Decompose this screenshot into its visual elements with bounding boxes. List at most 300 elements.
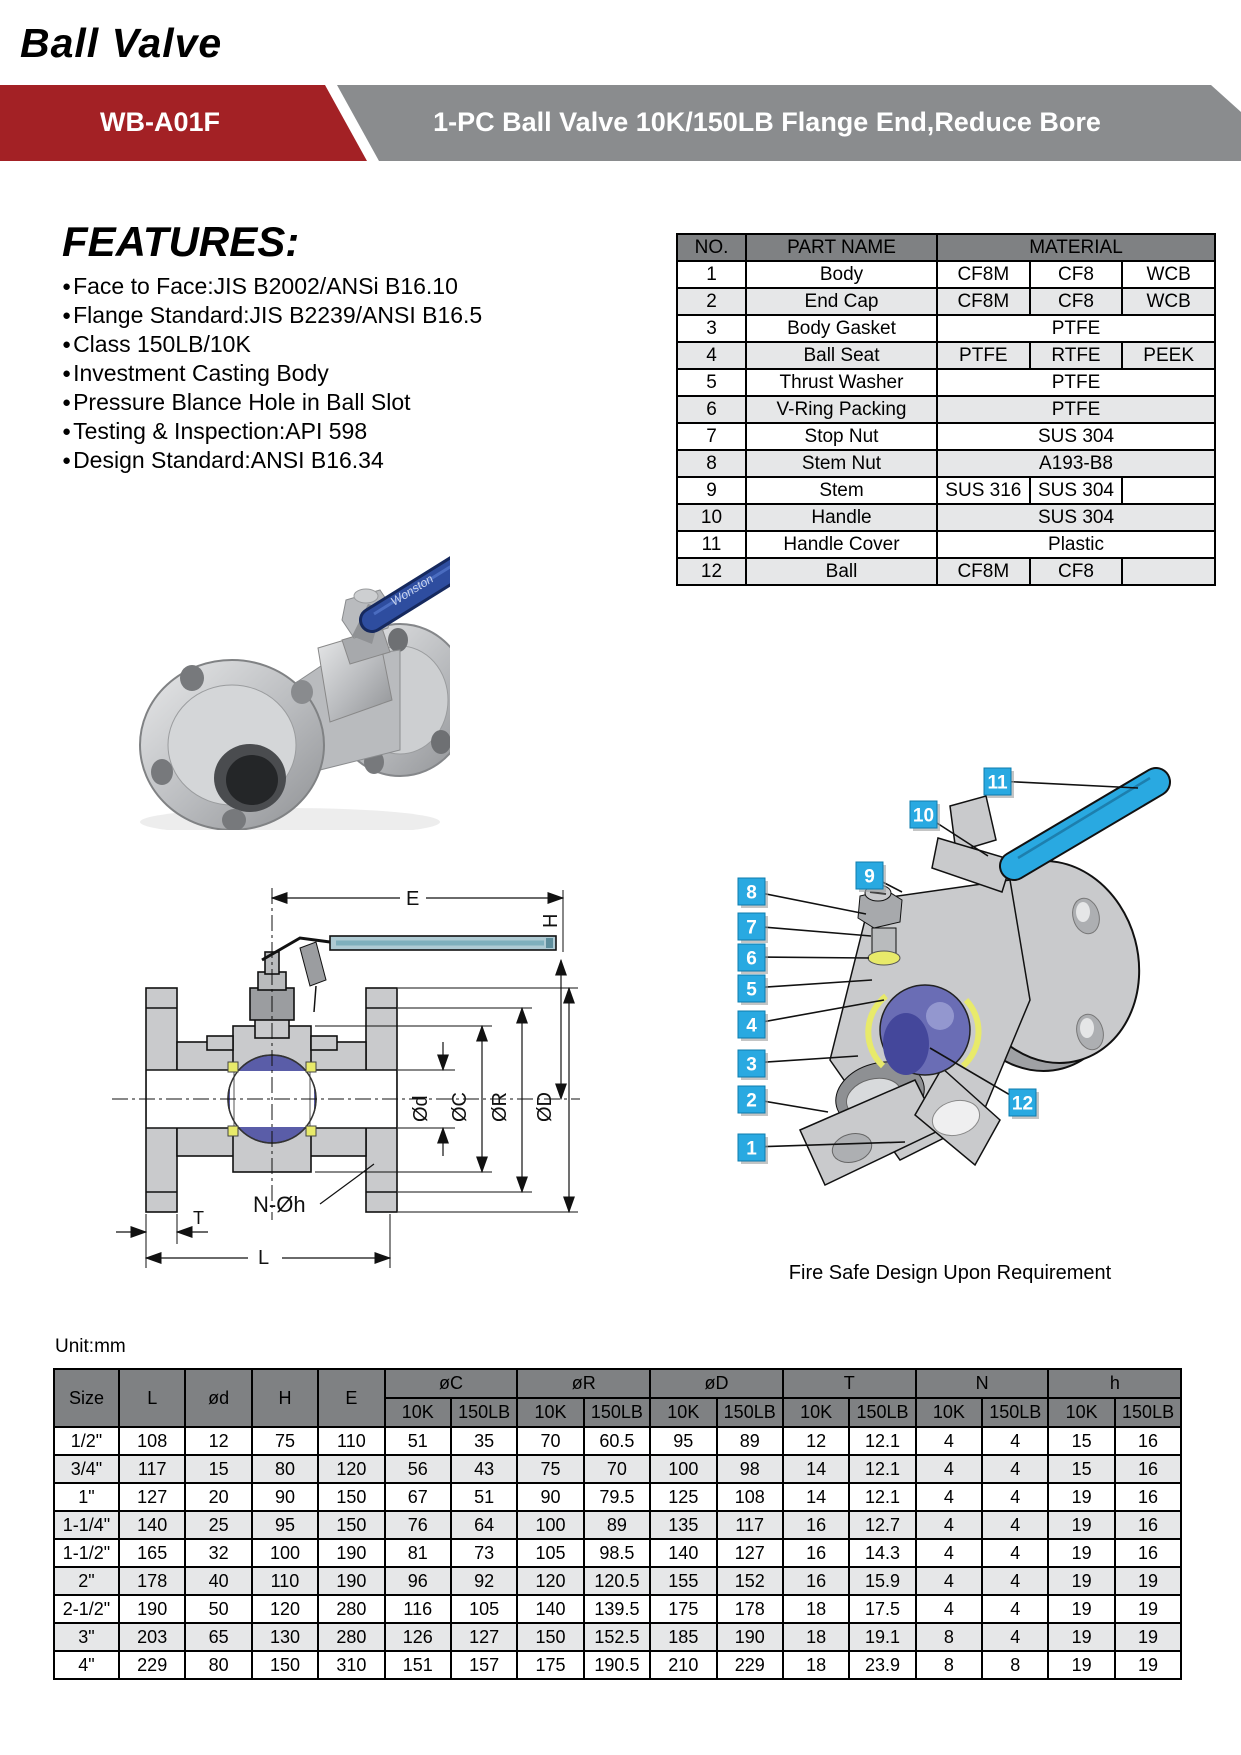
dim-col-header: H xyxy=(252,1369,318,1427)
dim-cell: 81 xyxy=(385,1539,451,1567)
dim-cell: 150 xyxy=(252,1651,318,1679)
dim-label-c: ØC xyxy=(449,1092,471,1122)
dim-cell: 1-1/2" xyxy=(54,1539,119,1567)
features-heading: FEATURES: xyxy=(62,218,300,265)
dim-cell: 151 xyxy=(385,1651,451,1679)
dim-cell: 18 xyxy=(783,1651,849,1679)
parts-cell: 1 xyxy=(677,261,746,288)
dim-cell: 19 xyxy=(1115,1595,1181,1623)
dim-cell: 95 xyxy=(650,1427,716,1455)
dim-cell: 18 xyxy=(783,1623,849,1651)
parts-cell: Ball Seat xyxy=(746,342,937,369)
dim-cell: 229 xyxy=(717,1651,783,1679)
parts-table xyxy=(676,233,1216,586)
dim-sub-header: 150LB xyxy=(584,1398,650,1427)
unit-label: Unit:mm xyxy=(55,1336,126,1357)
parts-cell: Handle Cover xyxy=(746,531,937,558)
bullet-icon: ● xyxy=(62,452,72,469)
dim-cell: 2" xyxy=(54,1567,119,1595)
model-badge: WB-A01F xyxy=(100,107,220,137)
dim-cell: 185 xyxy=(650,1623,716,1651)
dim-cell: 12 xyxy=(783,1427,849,1455)
product-photo xyxy=(110,530,450,830)
feature-item: ●Class 150LB/10K xyxy=(62,331,251,357)
parts-cell: 2 xyxy=(677,288,746,315)
dim-cell: 140 xyxy=(517,1595,583,1623)
dim-group-header: N xyxy=(916,1369,1049,1398)
dim-cell: 19.1 xyxy=(849,1623,915,1651)
dim-cell: 4" xyxy=(54,1651,119,1679)
parts-cell: WCB xyxy=(1122,261,1215,288)
dim-cell: 4 xyxy=(982,1595,1048,1623)
dim-cell: 4 xyxy=(982,1427,1048,1455)
dim-cell: 120 xyxy=(318,1455,384,1483)
dim-cell: 150 xyxy=(318,1483,384,1511)
parts-cell: Handle xyxy=(746,504,937,531)
dim-cell: 40 xyxy=(185,1567,251,1595)
dim-group-header: h xyxy=(1048,1369,1181,1398)
dim-cell: 4 xyxy=(916,1511,982,1539)
dim-cell: 127 xyxy=(119,1483,185,1511)
parts-cell: PTFE xyxy=(937,342,1030,369)
dim-cell: 4 xyxy=(916,1595,982,1623)
callout-number: 9 xyxy=(864,866,875,888)
dim-cell: 8 xyxy=(916,1651,982,1679)
dim-table-row xyxy=(54,1427,1181,1455)
dim-cell: 4 xyxy=(916,1455,982,1483)
handle-brand-label: Wonston xyxy=(388,571,436,609)
dim-table-row xyxy=(54,1539,1181,1567)
parts-table-row xyxy=(677,477,1215,504)
parts-cell: A193-B8 xyxy=(937,450,1215,477)
dim-cell: 178 xyxy=(119,1567,185,1595)
dim-cell: 116 xyxy=(385,1595,451,1623)
dim-cell: 100 xyxy=(650,1455,716,1483)
parts-cell: CF8 xyxy=(1030,261,1123,288)
dim-cell: 178 xyxy=(717,1595,783,1623)
dim-cell: 120 xyxy=(252,1595,318,1623)
dim-table-row xyxy=(54,1455,1181,1483)
dim-cell: 51 xyxy=(451,1483,517,1511)
dim-cell: 190 xyxy=(318,1539,384,1567)
dim-cell: 127 xyxy=(717,1539,783,1567)
parts-cell: CF8 xyxy=(1030,288,1123,315)
parts-cell: SUS 304 xyxy=(1030,477,1123,504)
dim-cell: 110 xyxy=(318,1427,384,1455)
dim-cell: 190.5 xyxy=(584,1651,650,1679)
dim-cell: 4 xyxy=(982,1539,1048,1567)
parts-col-material: MATERIAL xyxy=(937,234,1215,261)
parts-cell xyxy=(1122,558,1215,585)
dim-cell: 203 xyxy=(119,1623,185,1651)
dim-cell: 155 xyxy=(650,1567,716,1595)
dim-label-h: H xyxy=(540,913,562,928)
dim-cell: 15 xyxy=(1048,1427,1114,1455)
dim-cell: 19 xyxy=(1048,1651,1114,1679)
dim-cell: 108 xyxy=(717,1483,783,1511)
dim-cell: 19 xyxy=(1048,1595,1114,1623)
dim-cell: 98.5 xyxy=(584,1539,650,1567)
parts-table-row xyxy=(677,342,1215,369)
dim-cell: 80 xyxy=(185,1651,251,1679)
dim-cell: 32 xyxy=(185,1539,251,1567)
parts-cell: 6 xyxy=(677,396,746,423)
dim-cell: 98 xyxy=(717,1455,783,1483)
parts-cell: 7 xyxy=(677,423,746,450)
dim-cell: 120 xyxy=(517,1567,583,1595)
dim-cell: 8 xyxy=(916,1623,982,1651)
parts-cell: CF8M xyxy=(937,558,1030,585)
parts-cell: Stem Nut xyxy=(746,450,937,477)
dim-cell: 14 xyxy=(783,1455,849,1483)
dim-cell: 126 xyxy=(385,1623,451,1651)
dim-cell: 4 xyxy=(982,1567,1048,1595)
callout-8 xyxy=(738,878,866,914)
dim-cell: 90 xyxy=(517,1483,583,1511)
dim-cell: 1-1/4" xyxy=(54,1511,119,1539)
dim-sub-header: 150LB xyxy=(849,1398,915,1427)
parts-table-row xyxy=(677,261,1215,288)
dim-cell: 92 xyxy=(451,1567,517,1595)
dim-label-dd: ØD xyxy=(534,1092,556,1122)
dim-cell: 76 xyxy=(385,1511,451,1539)
dim-cell: 80 xyxy=(252,1455,318,1483)
dim-cell: 16 xyxy=(1115,1511,1181,1539)
parts-cell: 3 xyxy=(677,315,746,342)
dim-cell: 152 xyxy=(717,1567,783,1595)
dim-cell: 280 xyxy=(318,1595,384,1623)
parts-cell: V-Ring Packing xyxy=(746,396,937,423)
parts-cell: PEEK xyxy=(1122,342,1215,369)
dim-cell: 67 xyxy=(385,1483,451,1511)
callout-number: 12 xyxy=(1011,1093,1034,1115)
dim-cell: 18 xyxy=(783,1595,849,1623)
parts-cell: Thrust Washer xyxy=(746,369,937,396)
dim-cell: 16 xyxy=(1115,1427,1181,1455)
parts-table-row xyxy=(677,531,1215,558)
dim-cell: 175 xyxy=(517,1651,583,1679)
dim-group-header: øC xyxy=(385,1369,518,1398)
parts-cell: 4 xyxy=(677,342,746,369)
dim-cell: 4 xyxy=(916,1539,982,1567)
dim-sub-header: 150LB xyxy=(1115,1398,1181,1427)
dim-cell: 125 xyxy=(650,1483,716,1511)
dim-cell: 157 xyxy=(451,1651,517,1679)
callout-number: 1 xyxy=(746,1138,757,1160)
parts-cell: WCB xyxy=(1122,288,1215,315)
dim-cell: 3" xyxy=(54,1623,119,1651)
dimensions-table xyxy=(53,1368,1182,1680)
dim-cell: 15 xyxy=(185,1455,251,1483)
dim-col-header: Size xyxy=(54,1369,119,1427)
dim-cell: 23.9 xyxy=(849,1651,915,1679)
dim-cell: 16 xyxy=(783,1539,849,1567)
feature-item: ●Face to Face:JIS B2002/ANSi B16.10 xyxy=(62,273,458,299)
dim-label-l: L xyxy=(258,1247,270,1269)
dim-table-row xyxy=(54,1595,1181,1623)
section-handle xyxy=(262,936,556,1012)
dim-cell: 139.5 xyxy=(584,1595,650,1623)
dim-cell: 4 xyxy=(982,1623,1048,1651)
dim-cell: 64 xyxy=(451,1511,517,1539)
dim-cell: 1/2" xyxy=(54,1427,119,1455)
parts-col-name: PART NAME xyxy=(746,234,937,261)
dim-cell: 75 xyxy=(252,1427,318,1455)
dim-cell: 90 xyxy=(252,1483,318,1511)
callout-number: 7 xyxy=(746,917,757,939)
dim-cell: 89 xyxy=(584,1511,650,1539)
dim-cell: 4 xyxy=(916,1567,982,1595)
bullet-icon: ● xyxy=(62,394,72,411)
dim-cell: 19 xyxy=(1048,1623,1114,1651)
dim-cell: 70 xyxy=(584,1455,650,1483)
dim-table-row xyxy=(54,1623,1181,1651)
parts-cell: PTFE xyxy=(937,396,1215,423)
parts-cell: 10 xyxy=(677,504,746,531)
parts-table-row xyxy=(677,315,1215,342)
dim-cell: 12.7 xyxy=(849,1511,915,1539)
dim-cell: 175 xyxy=(650,1595,716,1623)
dim-sub-header: 10K xyxy=(517,1398,583,1427)
feature-item: ●Investment Casting Body xyxy=(62,360,329,386)
dim-cell: 19 xyxy=(1115,1567,1181,1595)
dim-cell: 16 xyxy=(1115,1455,1181,1483)
parts-cell: SUS 316 xyxy=(937,477,1030,504)
feature-item: ●Flange Standard:JIS B2239/ANSI B16.5 xyxy=(62,302,483,328)
dim-cell: 105 xyxy=(517,1539,583,1567)
dim-cell: 310 xyxy=(318,1651,384,1679)
dim-cell: 16 xyxy=(1115,1539,1181,1567)
cutaway-bracket xyxy=(932,796,1012,892)
callout-number: 4 xyxy=(746,1015,757,1037)
dim-cell: 35 xyxy=(451,1427,517,1455)
dim-cell: 96 xyxy=(385,1567,451,1595)
dim-cell: 17.5 xyxy=(849,1595,915,1623)
callout-number: 3 xyxy=(746,1054,757,1076)
parts-table-row xyxy=(677,558,1215,585)
parts-cell: 5 xyxy=(677,369,746,396)
dim-cell: 280 xyxy=(318,1623,384,1651)
parts-cell: 8 xyxy=(677,450,746,477)
dim-table-row xyxy=(54,1511,1181,1539)
dim-group-header: øD xyxy=(650,1369,783,1398)
dim-cell: 56 xyxy=(385,1455,451,1483)
dim-cell: 16 xyxy=(783,1567,849,1595)
dim-sub-header: 10K xyxy=(783,1398,849,1427)
dim-cell: 4 xyxy=(982,1483,1048,1511)
photo-handle xyxy=(372,562,450,620)
parts-cell: PTFE xyxy=(937,315,1215,342)
dim-table-row xyxy=(54,1567,1181,1595)
parts-cell: RTFE xyxy=(1030,342,1123,369)
dim-cell: 14.3 xyxy=(849,1539,915,1567)
dim-col-header: ød xyxy=(185,1369,251,1427)
callout-number: 6 xyxy=(746,948,757,970)
parts-cell: End Cap xyxy=(746,288,937,315)
dim-cell: 51 xyxy=(385,1427,451,1455)
parts-cell: Stem xyxy=(746,477,937,504)
product-title: 1-PC Ball Valve 10K/150LB Flange End,Reduce Bore xyxy=(433,107,1101,137)
dim-group-header: øR xyxy=(517,1369,650,1398)
dim-cell: 117 xyxy=(717,1511,783,1539)
dim-col-header: L xyxy=(119,1369,185,1427)
dim-table-row xyxy=(54,1483,1181,1511)
dim-cell: 152.5 xyxy=(584,1623,650,1651)
feature-item: ●Pressure Blance Hole in Ball Slot xyxy=(62,389,411,415)
parts-cell: CF8M xyxy=(937,288,1030,315)
dim-cell: 108 xyxy=(119,1427,185,1455)
page-title: Ball Valve xyxy=(20,20,223,66)
dim-sub-header: 10K xyxy=(385,1398,451,1427)
callout-2 xyxy=(738,1086,828,1116)
callout-6 xyxy=(738,944,869,974)
dim-cell: 20 xyxy=(185,1483,251,1511)
dim-cell: 15.9 xyxy=(849,1567,915,1595)
dim-sub-header: 10K xyxy=(650,1398,716,1427)
dim-col-header: E xyxy=(318,1369,384,1427)
dim-sub-header: 10K xyxy=(916,1398,982,1427)
dim-cell: 75 xyxy=(517,1455,583,1483)
dim-label-e: E xyxy=(406,888,420,910)
dim-cell: 4 xyxy=(916,1427,982,1455)
parts-cell: Body xyxy=(746,261,937,288)
dim-cell: 14 xyxy=(783,1483,849,1511)
dim-cell: 140 xyxy=(119,1511,185,1539)
dim-cell: 50 xyxy=(185,1595,251,1623)
photo-left-flange xyxy=(140,660,324,830)
parts-cell: CF8 xyxy=(1030,558,1123,585)
parts-cell: Body Gasket xyxy=(746,315,937,342)
bullet-icon: ● xyxy=(62,336,72,353)
dim-sub-header: 150LB xyxy=(982,1398,1048,1427)
dim-cell: 19 xyxy=(1048,1511,1114,1539)
callout-number: 8 xyxy=(746,882,757,904)
parts-cell: Plastic xyxy=(937,531,1215,558)
features-list xyxy=(62,272,482,475)
bullet-icon: ● xyxy=(62,423,72,440)
dim-cell: 89 xyxy=(717,1427,783,1455)
dim-cell: 4 xyxy=(916,1483,982,1511)
dim-cell: 19 xyxy=(1048,1567,1114,1595)
dim-cell: 140 xyxy=(650,1539,716,1567)
dim-cell: 25 xyxy=(185,1511,251,1539)
callout-number: 10 xyxy=(912,805,935,827)
parts-cell xyxy=(1122,477,1215,504)
parts-cell: Ball xyxy=(746,558,937,585)
dim-cell: 1" xyxy=(54,1483,119,1511)
dim-cell: 65 xyxy=(185,1623,251,1651)
parts-table-row xyxy=(677,423,1215,450)
bullet-icon: ● xyxy=(62,365,72,382)
dim-cell: 73 xyxy=(451,1539,517,1567)
dimension-drawing xyxy=(90,840,610,1290)
dim-cell: 12 xyxy=(185,1427,251,1455)
dim-cell: 43 xyxy=(451,1455,517,1483)
dim-table-row xyxy=(54,1651,1181,1679)
dim-cell: 127 xyxy=(451,1623,517,1651)
fire-safe-note: Fire Safe Design Upon Requirement xyxy=(788,1262,1112,1284)
exploded-view xyxy=(650,740,1241,1240)
parts-table-row xyxy=(677,504,1215,531)
dim-cell: 135 xyxy=(650,1511,716,1539)
dim-cell: 117 xyxy=(119,1455,185,1483)
dim-group-header: T xyxy=(783,1369,916,1398)
callout-number: 5 xyxy=(746,979,757,1001)
feature-item: ●Design Standard:ANSI B16.34 xyxy=(62,447,384,473)
parts-table-row xyxy=(677,288,1215,315)
photo-stem-top xyxy=(354,589,378,603)
dim-cell: 19 xyxy=(1048,1539,1114,1567)
dim-label-d: Ød xyxy=(410,1095,432,1122)
dim-cell: 15 xyxy=(1048,1455,1114,1483)
dim-cell: 19 xyxy=(1115,1651,1181,1679)
dim-label-r: ØR xyxy=(489,1092,511,1122)
parts-cell: SUS 304 xyxy=(937,504,1215,531)
features-section xyxy=(62,218,482,475)
dim-cell: 12.1 xyxy=(849,1427,915,1455)
dim-cell: 100 xyxy=(517,1511,583,1539)
dim-cell: 190 xyxy=(717,1623,783,1651)
dim-cell: 3/4" xyxy=(54,1455,119,1483)
parts-table-row xyxy=(677,369,1215,396)
dim-cell: 16 xyxy=(783,1511,849,1539)
dim-cell: 4 xyxy=(982,1511,1048,1539)
parts-col-no: NO. xyxy=(677,234,746,261)
dim-sub-header: 150LB xyxy=(451,1398,517,1427)
dim-cell: 12.1 xyxy=(849,1455,915,1483)
dim-cell: 150 xyxy=(318,1511,384,1539)
dim-label-nh: N-Øh xyxy=(253,1192,306,1217)
callout-number: 2 xyxy=(746,1090,757,1112)
parts-cell: CF8M xyxy=(937,261,1030,288)
dim-label-t: T xyxy=(193,1208,204,1228)
dim-cell: 95 xyxy=(252,1511,318,1539)
dim-cell: 12.1 xyxy=(849,1483,915,1511)
dim-cell: 19 xyxy=(1115,1623,1181,1651)
dim-cell: 110 xyxy=(252,1567,318,1595)
dim-sub-header: 10K xyxy=(1048,1398,1114,1427)
parts-table-row xyxy=(677,396,1215,423)
dim-cell: 105 xyxy=(451,1595,517,1623)
dim-cell: 210 xyxy=(650,1651,716,1679)
dim-cell: 2-1/2" xyxy=(54,1595,119,1623)
dim-cell: 100 xyxy=(252,1539,318,1567)
dim-cell: 190 xyxy=(119,1595,185,1623)
dim-cell: 70 xyxy=(517,1427,583,1455)
dim-cell: 150 xyxy=(517,1623,583,1651)
dim-cell: 165 xyxy=(119,1539,185,1567)
feature-item: ●Testing & Inspection:API 598 xyxy=(62,418,368,444)
parts-cell: 9 xyxy=(677,477,746,504)
dim-cell: 190 xyxy=(318,1567,384,1595)
dim-sub-header: 150LB xyxy=(717,1398,783,1427)
dim-cell: 4 xyxy=(982,1455,1048,1483)
parts-table-row xyxy=(677,450,1215,477)
callout-7 xyxy=(738,913,871,943)
dim-cell: 130 xyxy=(252,1623,318,1651)
parts-cell: SUS 304 xyxy=(937,423,1215,450)
dim-cell: 60.5 xyxy=(584,1427,650,1455)
parts-cell: 11 xyxy=(677,531,746,558)
parts-cell: Stop Nut xyxy=(746,423,937,450)
dim-cell: 19 xyxy=(1048,1483,1114,1511)
callout-9 xyxy=(856,862,902,892)
callout-number: 11 xyxy=(987,772,1008,794)
dim-cell: 229 xyxy=(119,1651,185,1679)
dim-cell: 16 xyxy=(1115,1483,1181,1511)
dim-cell: 120.5 xyxy=(584,1567,650,1595)
cutaway-handle xyxy=(1014,778,1156,866)
